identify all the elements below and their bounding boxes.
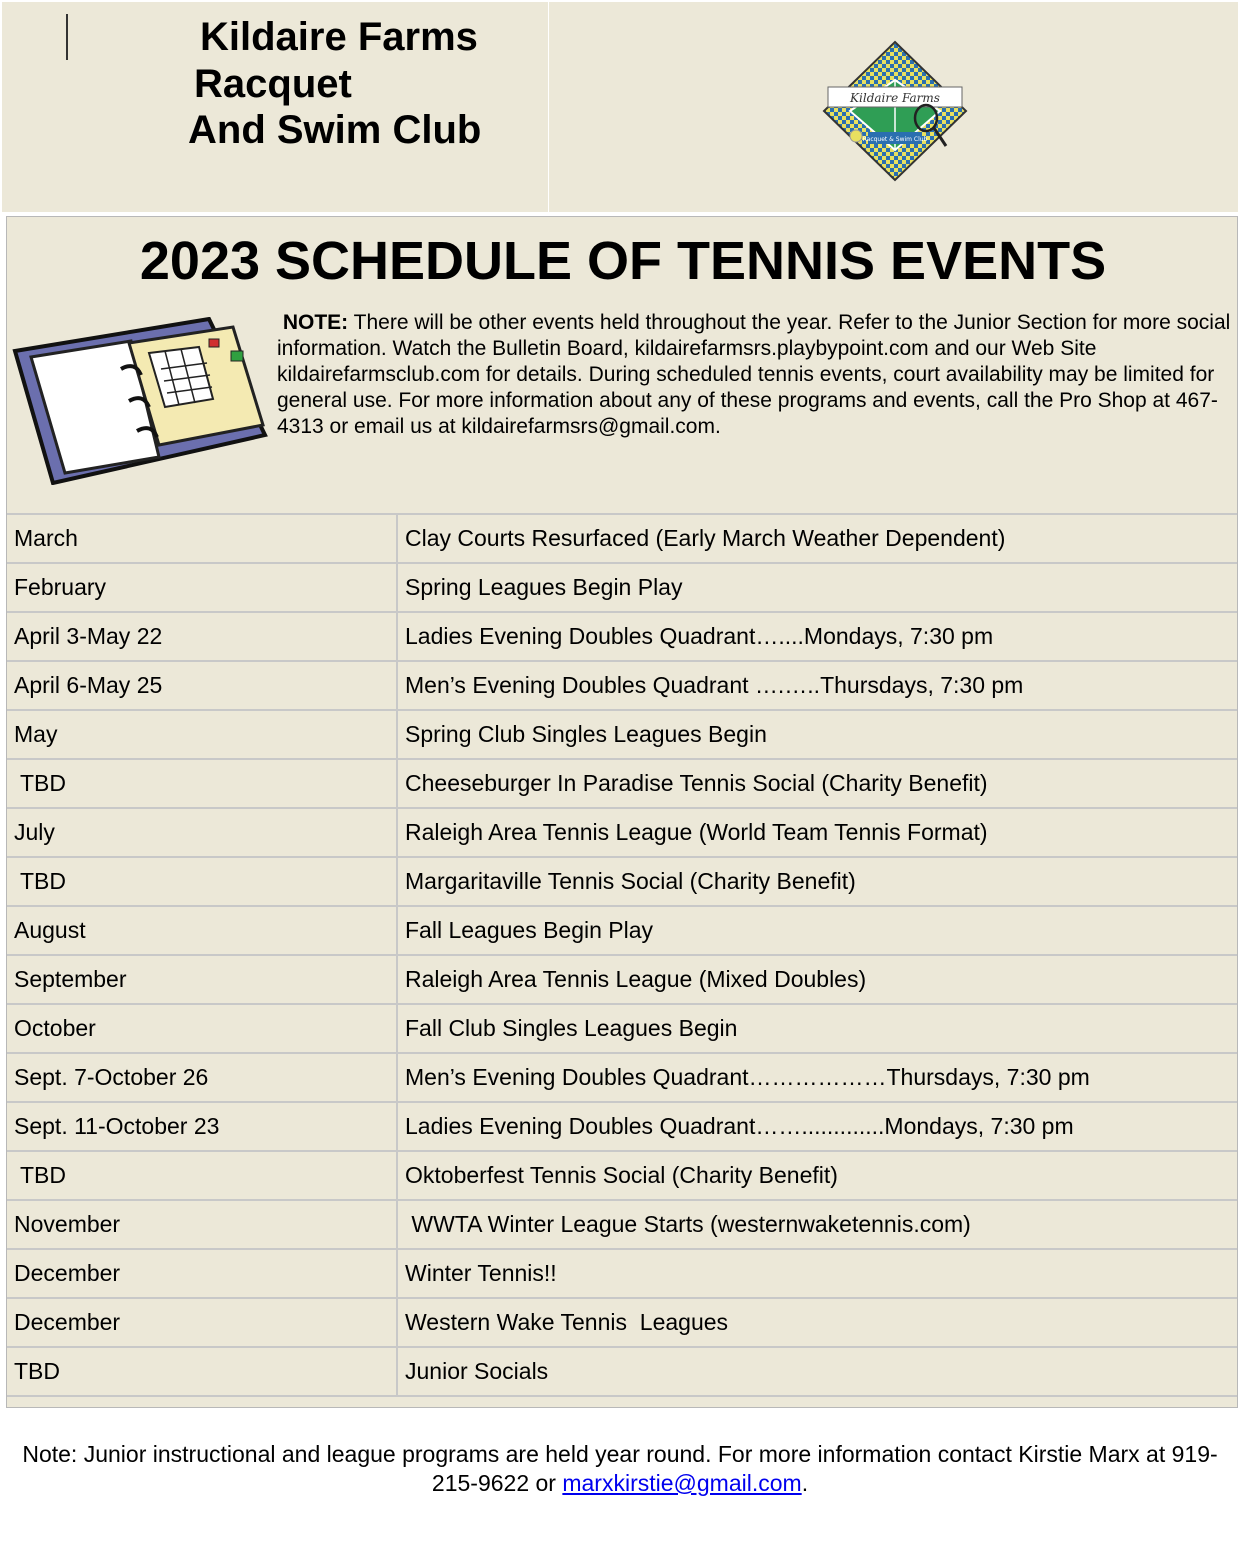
event-row — [7, 1298, 1237, 1347]
event-description: Fall Leagues Begin Play — [397, 906, 1237, 955]
note-label: NOTE: — [282, 311, 349, 334]
event-date: October — [7, 1004, 397, 1053]
event-date: February — [7, 563, 397, 612]
club-name-cell — [2, 2, 549, 212]
event-description: WWTA Winter League Starts (westernwaketennis.com) — [397, 1200, 1237, 1249]
event-row — [7, 1347, 1237, 1396]
event-description: Fall Club Singles Leagues Begin — [397, 1004, 1237, 1053]
event-row — [7, 906, 1237, 955]
page-title: 2023 SCHEDULE OF TENNIS EVENTS — [139, 231, 1107, 291]
event-description: Ladies Evening Doubles Quadrant…….............Mondays, 7:30 pm — [397, 1102, 1237, 1151]
event-row — [7, 1151, 1237, 1200]
event-description: Raleigh Area Tennis League (Mixed Doubles) — [397, 955, 1237, 1004]
footer-note — [0, 1440, 1240, 1498]
event-description: Oktoberfest Tennis Social (Charity Benefit) — [397, 1151, 1237, 1200]
event-description: Cheeseburger In Paradise Tennis Social (Charity Benefit) — [397, 759, 1237, 808]
event-row — [7, 857, 1237, 906]
schedule-panel — [6, 216, 1238, 1408]
event-description: Men’s Evening Doubles Quadrant ….…..Thursdays, 7:30 pm — [397, 661, 1237, 710]
event-description: Spring Club Singles Leagues Begin — [397, 710, 1237, 759]
event-row — [7, 1004, 1237, 1053]
footer-end: . — [801, 1470, 809, 1496]
event-date: September — [7, 955, 397, 1004]
club-name-line1: Kildaire Farms — [200, 15, 478, 59]
text-cursor — [66, 14, 68, 60]
event-row — [7, 1200, 1237, 1249]
contact-email-link[interactable]: marxkirstie@gmail.com — [562, 1470, 802, 1496]
event-date: TBD — [7, 759, 397, 808]
event-row — [7, 1249, 1237, 1298]
event-row — [7, 563, 1237, 612]
footer-text: Note: Junior instructional and league programs are held year round. For more information contact Kirstie Marx at 919-215-9622 or — [22, 1441, 1218, 1496]
event-date: April 3-May 22 — [7, 612, 397, 661]
event-description: Spring Leagues Begin Play — [397, 563, 1237, 612]
planner-book-icon — [9, 317, 271, 485]
event-date: Sept. 11-October 23 — [7, 1102, 397, 1151]
event-date: TBD — [7, 1151, 397, 1200]
event-description: Men’s Evening Doubles Quadrant………………Thursdays, 7:30 pm — [397, 1053, 1237, 1102]
club-name-line3: And Swim Club — [188, 108, 482, 152]
event-row — [7, 759, 1237, 808]
note-paragraph — [277, 310, 1232, 440]
event-description: Junior Socials — [397, 1347, 1237, 1396]
event-date: March — [7, 514, 397, 563]
event-date: April 6-May 25 — [7, 661, 397, 710]
event-row — [7, 710, 1237, 759]
logo-text: Kildaire Farms — [850, 91, 940, 105]
event-date: November — [7, 1200, 397, 1249]
event-description: Winter Tennis!! — [397, 1249, 1237, 1298]
event-description: Raleigh Area Tennis League (World Team Tennis Format) — [397, 808, 1237, 857]
event-date: TBD — [7, 857, 397, 906]
event-row — [7, 661, 1237, 710]
event-date: May — [7, 710, 397, 759]
events-table — [7, 513, 1237, 1397]
club-logo — [822, 40, 968, 182]
logo-subtext: Racquet & Swim Club — [862, 136, 928, 143]
event-description: Clay Courts Resurfaced (Early March Weather Dependent) — [397, 514, 1237, 563]
event-date: Sept. 7-October 26 — [7, 1053, 397, 1102]
event-date: December — [7, 1298, 397, 1347]
club-name-line2: Racquet — [194, 62, 352, 106]
event-description: Margaritaville Tennis Social (Charity Benefit) — [397, 857, 1237, 906]
event-row — [7, 1102, 1237, 1151]
header — [2, 2, 1238, 212]
event-row — [7, 1053, 1237, 1102]
event-date: July — [7, 808, 397, 857]
event-date: TBD — [7, 1347, 397, 1396]
event-row — [7, 955, 1237, 1004]
event-description: Ladies Evening Doubles Quadrant…....Mondays, 7:30 pm — [397, 612, 1237, 661]
note-text: There will be other events held throughout the year. Refer to the Junior Section for more social information. Watch the Bulletin Board, kildairefarmsrs.playbypoint.com and our Web Site kildairefarmsclub.com for details. During scheduled tennis events, court availability may be limited for general use. For more information about any of these programs and events, call the Pro Shop at 467-4313 or email us at kildairefarmsrs@gmail.com. — [277, 311, 1231, 438]
event-row — [7, 612, 1237, 661]
event-row — [7, 808, 1237, 857]
event-description: Western Wake Tennis Leagues — [397, 1298, 1237, 1347]
event-date: December — [7, 1249, 397, 1298]
event-date: August — [7, 906, 397, 955]
event-row — [7, 514, 1237, 563]
